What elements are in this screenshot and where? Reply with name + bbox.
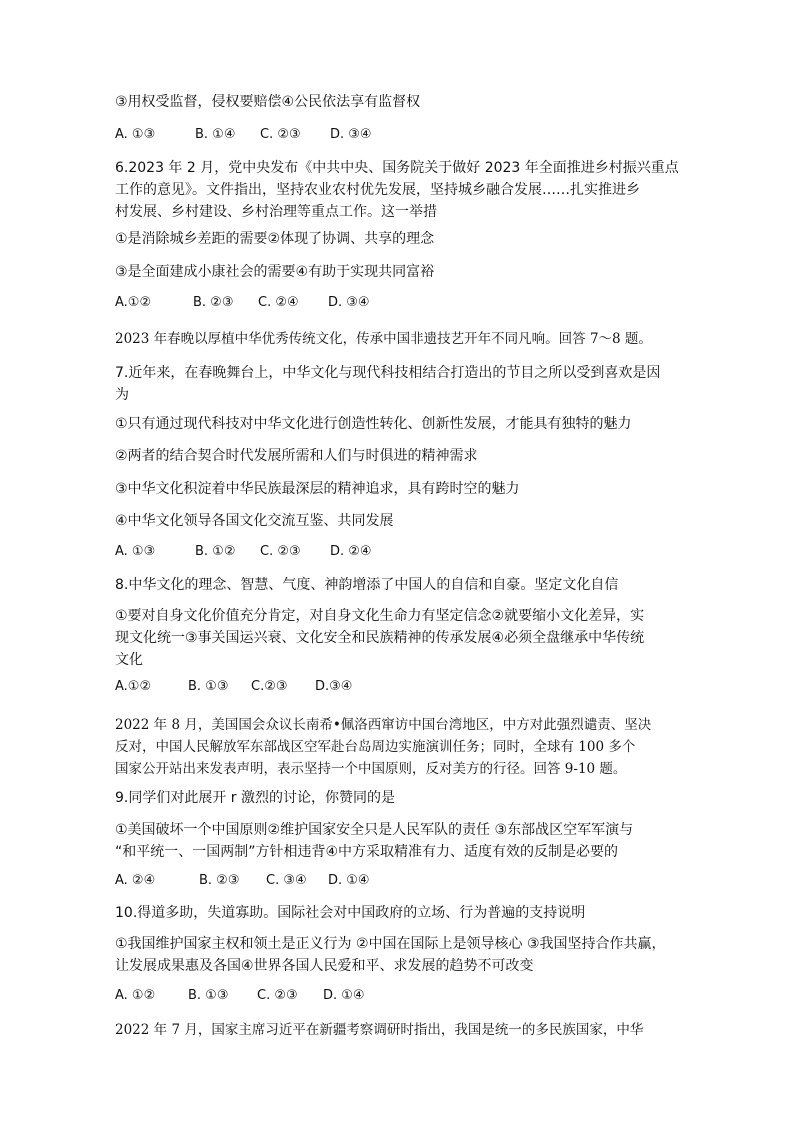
q7-statement-1: ①只有通过现代科技对中华文化进行创造性转化、创新性发展，才能具有独特的魅力 xyxy=(115,416,632,432)
q5-statement-line: ③用权受监督，侵权要赔偿④公民依法享有监督权 xyxy=(115,94,421,110)
q8-statements-line3: 文化 xyxy=(115,652,143,668)
option-a: A. ①③ xyxy=(115,127,156,142)
q7-statement-2: ②两者的结合契合时代发展所需和人们与时俱进的精神需求 xyxy=(115,448,478,464)
intro-q9-10-line1: 2022 年 8 月，美国国会众议长南希•佩洛西窜访中国台湾地区，中方对此强烈谴责、坚决 xyxy=(115,717,652,733)
option-d: D. ①④ xyxy=(323,988,365,1003)
q10-statements-line2: 让发展成果惠及各国④世界各国人民爱和平、求发展的趋势不可改变 xyxy=(115,958,534,974)
option-d: D. ③④ xyxy=(328,295,370,310)
q6-statement-1: ①是消除城乡差距的需要②体现了协调、共享的理念 xyxy=(115,231,435,247)
option-c: C. ②③ xyxy=(257,988,298,1003)
option-a: A. ①③ xyxy=(115,544,156,559)
option-b: B. ②③ xyxy=(193,295,234,310)
q6-statement-2: ③是全面建成小康社会的需要④有助于实现共同富裕 xyxy=(115,264,435,280)
option-a: A. ②④ xyxy=(115,873,156,888)
option-b: B. ②③ xyxy=(199,873,240,888)
option-b: B. ①③ xyxy=(188,988,229,1003)
q7-statement-4: ④中华文化领导各国文化交流互鉴、共同发展 xyxy=(115,513,394,529)
q8-options xyxy=(115,678,352,696)
q6-stem-line2: 工作的意见》。文件指出，坚持农业农村优先发展，坚持城乡融合发展……扎实推进乡 xyxy=(115,182,640,198)
option-b: B. ①② xyxy=(195,544,236,559)
option-b: B. ①④ xyxy=(195,127,236,142)
option-c: C. ②③ xyxy=(260,127,301,142)
option-c: C. ②③ xyxy=(260,544,301,559)
q10-statements-line1: ①我国维护国家主权和领土是正义行为 ②中国在国际上是领导核心 ③我国坚持合作共赢， xyxy=(115,936,666,952)
option-a: A. ①② xyxy=(115,988,156,1003)
q9-statements-line2: “和平统一、一国两制”方针相违背④中方采取精准有力、适度有效的反制是必要的 xyxy=(115,844,619,860)
option-a: A.①② xyxy=(115,295,152,310)
q10-options xyxy=(115,987,365,1005)
q6-stem-line1: 6.2023 年 2 月，党中央发布《中共中央、国务院关于做好 2023 年全面推进乡村振兴重点 xyxy=(115,160,679,176)
intro-q7-8: 2023 年春晚以厚植中华优秀传统文化，传承中国非遗技艺开年不同凡响。回答 7～8 题。 xyxy=(115,331,652,347)
q7-options xyxy=(115,543,372,561)
q5-options xyxy=(115,126,372,144)
option-c: C. ②④ xyxy=(258,295,299,310)
option-d: D. ③④ xyxy=(330,127,372,142)
option-d: D.③④ xyxy=(315,679,353,694)
intro-q9-10-line3: 国家公开站出来发表声明，表示坚持一个中国原则，反对美方的行径。回答 9-10 题。 xyxy=(115,761,627,777)
option-d: D. ①④ xyxy=(328,873,370,888)
option-b: B. ①③ xyxy=(188,679,229,694)
option-a: A.①② xyxy=(115,679,152,694)
q7-stem-line2: 为 xyxy=(115,387,129,403)
q6-options xyxy=(115,294,370,312)
q7-stem-line1: 7.近年来，在春晚舞台上，中华文化与现代科技相结合打造出的节目之所以受到喜欢是因 xyxy=(115,365,661,381)
q8-statements-line1: ①要对自身文化价值充分肯定，对自身文化生命力有坚定信念②就要缩小文化差异，实 xyxy=(115,608,645,624)
intro-q9-10-line2: 反对，中国人民解放军东部战区空军赴台岛周边实施演训任务；同时，全球有 100 多个 xyxy=(115,739,636,755)
q8-stem: 8.中华文化的理念、智慧、气度、神韵增添了中国人的自信和自豪。坚定文化自信 xyxy=(115,577,619,593)
q9-stem: 9.同学们对此展开 r 激烈的讨论，你赞同的是 xyxy=(115,790,396,806)
option-c: C. ③④ xyxy=(266,873,307,888)
q6-stem-line3: 村发展、乡村建设、乡村治理等重点工作。这一举措 xyxy=(115,204,437,220)
q7-statement-3: ③中华文化积淀着中华民族最深层的精神追求，具有跨时空的魅力 xyxy=(115,481,520,497)
option-d: D. ②④ xyxy=(330,544,372,559)
q9-options xyxy=(115,872,370,890)
option-c: C.②③ xyxy=(251,679,288,694)
q9-statements-line1: ①美国破坏一个中国原则②维护国家安全只是人民军队的责任 ③东部战区空军军演与 xyxy=(115,822,634,838)
q8-statements-line2: 现文化统一③事关国运兴衰、文化安全和民族精神的传承发展④必须全盘继承中华传统 xyxy=(115,630,645,646)
q10-stem: 10.得道多助，失道寡助。国际社会对中国政府的立场、行为普遍的支持说明 xyxy=(115,905,586,921)
intro-next-question: 2022 年 7 月，国家主席习近平在新疆考察调研时指出，我国是统一的多民族国家，中华 xyxy=(115,1022,644,1038)
